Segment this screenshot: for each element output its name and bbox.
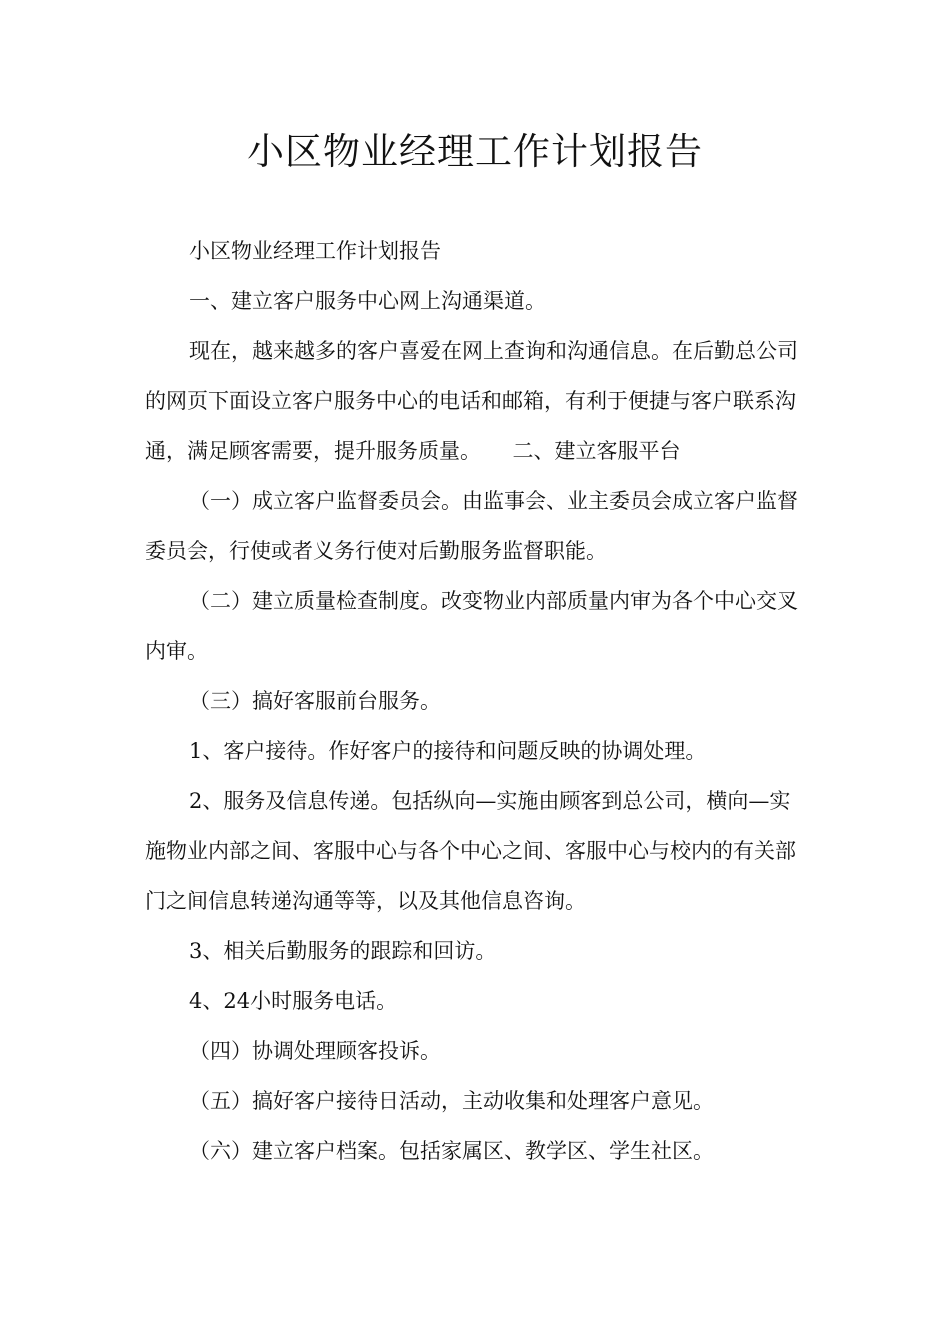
- paragraph-subitem-3: 3、相关后勤服务的跟踪和回访。: [189, 939, 497, 963]
- paragraph-subitem-1: 1、客户接待。作好客户的接待和问题反映的协调处理。: [189, 739, 707, 763]
- document-body: [145, 226, 807, 1176]
- paragraph-item-4: （四）协调处理顾客投诉。: [189, 1039, 441, 1063]
- paragraph-section-1: 一、建立客户服务中心网上沟通渠道。: [189, 289, 546, 313]
- paragraph-intro: 现在，越来越多的客户喜爱在网上查询和沟通信息。在后勤总公司的网页下面设立客户服务中心的电话和邮箱，有利于便捷与客户联系沟通，满足顾客需要，提升服务质量。 二、建立客服平台: [145, 339, 798, 463]
- paragraph-item-6: （六）建立客户档案。包括家属区、教学区、学生社区。: [189, 1139, 714, 1163]
- paragraph-item-5: （五）搞好客户接待日活动，主动收集和处理客户意见。: [189, 1089, 714, 1113]
- paragraph-subitem-2: 2、服务及信息传递。包括纵向—实施由顾客到总公司，横向—实施物业内部之间、客服中心与各个中心之间、客服中心与校内的有关部门之间信息转递沟通等等，以及其他信息咨询。: [145, 789, 796, 913]
- paragraph-item-1: （一）成立客户监督委员会。由监事会、业主委员会成立客户监督委员会，行使或者义务行使对后勤服务监督职能。: [145, 489, 798, 563]
- paragraph-item-3: （三）搞好客服前台服务。: [189, 689, 441, 713]
- paragraph-item-2: （二）建立质量检查制度。改变物业内部质量内审为各个中心交叉内审。: [145, 589, 798, 663]
- document-title: 小区物业经理工作计划报告: [247, 130, 703, 173]
- paragraph-subitem-4: 4、24小时服务电话。: [189, 989, 398, 1013]
- paragraph-heading: 小区物业经理工作计划报告: [189, 239, 441, 263]
